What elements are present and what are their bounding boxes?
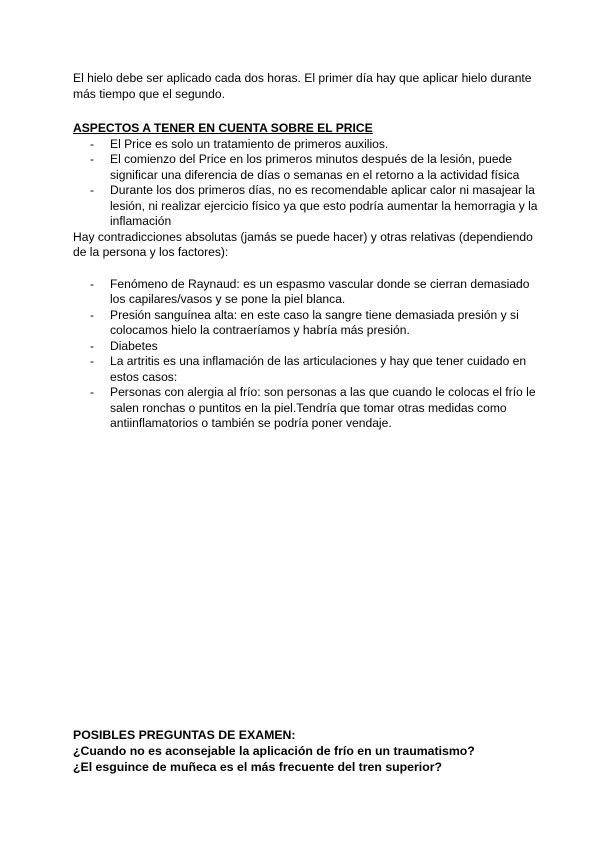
list-item: [73, 339, 543, 355]
list-item: [73, 308, 543, 339]
dash-bullet: -: [90, 354, 95, 368]
exam-questions-section: [73, 727, 543, 775]
dash-bullet: -: [90, 183, 95, 197]
list-item: [73, 137, 543, 153]
list-item-text: Durante los dos primeros días, no es recomendable aplicar calor ni masajear la lesión, ni realizar ejercicio físico ya que esto podría aumentar la hemorragia y la inflamación: [110, 183, 538, 228]
dash-bullet: -: [90, 152, 95, 166]
dash-bullet: -: [90, 338, 95, 353]
list-item-text: El Price es solo un tratamiento de primeros auxilios.: [110, 136, 389, 151]
list-item-text: Presión sanguínea alta: en este caso la sangre tiene demasiada presión y si colocamos hielo la contraeríamos y habría más presión.: [110, 307, 519, 337]
price-list: [73, 137, 543, 230]
dash-bullet: -: [90, 276, 95, 291]
list-item: [73, 385, 543, 432]
exam-question: ¿Cuando no es aconsejable la aplicación de frío en un traumatismo?: [73, 744, 475, 758]
list-item: [73, 183, 543, 230]
exam-question: ¿El esguince de muñeca es el más frecuente del tren superior?: [73, 760, 443, 774]
list-item-text: La artritis es una inflamación de las articulaciones y hay que tener cuidado en estos casos:: [110, 354, 527, 384]
dash-bullet: -: [90, 136, 95, 151]
list-item: [73, 152, 543, 183]
list-item-text: Diabetes: [110, 338, 158, 353]
list-item-text: El comienzo del Price en los primeros minutos después de la lesión, puede significar una diferencia de días o semanas en el retorno a la actividad física: [110, 152, 520, 182]
price-section-heading: ASPECTOS A TENER EN CUENTA SOBRE EL PRICE: [73, 121, 373, 135]
contraindications-list: [73, 277, 543, 432]
dash-bullet: -: [90, 307, 95, 322]
list-item: [73, 354, 543, 385]
list-item-text: Fenómeno de Raynaud: es un espasmo vascular donde se cierran demasiado los capilares/vasos y se pone la piel blanca.: [110, 276, 530, 306]
exam-title: POSIBLES PREGUNTAS DE EXAMEN:: [73, 728, 296, 742]
list-item: [73, 277, 543, 308]
list-item-text: Personas con alergia al frío: son personas a las que cuando le colocas el frío le salen ronchas o puntitos en la piel.Tendría que tomar otras medidas como antiinflamatorios o también se podría poner vendaje.: [110, 385, 536, 430]
contraindications-paragraph: Hay contradicciones absolutas (jamás se puede hacer) y otras relativas (dependiendo de la persona y los factores):: [73, 229, 533, 259]
intro-paragraph: El hielo debe ser aplicado cada dos horas. El primer día hay que aplicar hielo durante más tiempo que el segundo.: [73, 71, 532, 101]
document-body: [73, 71, 543, 432]
dash-bullet: -: [90, 385, 95, 399]
